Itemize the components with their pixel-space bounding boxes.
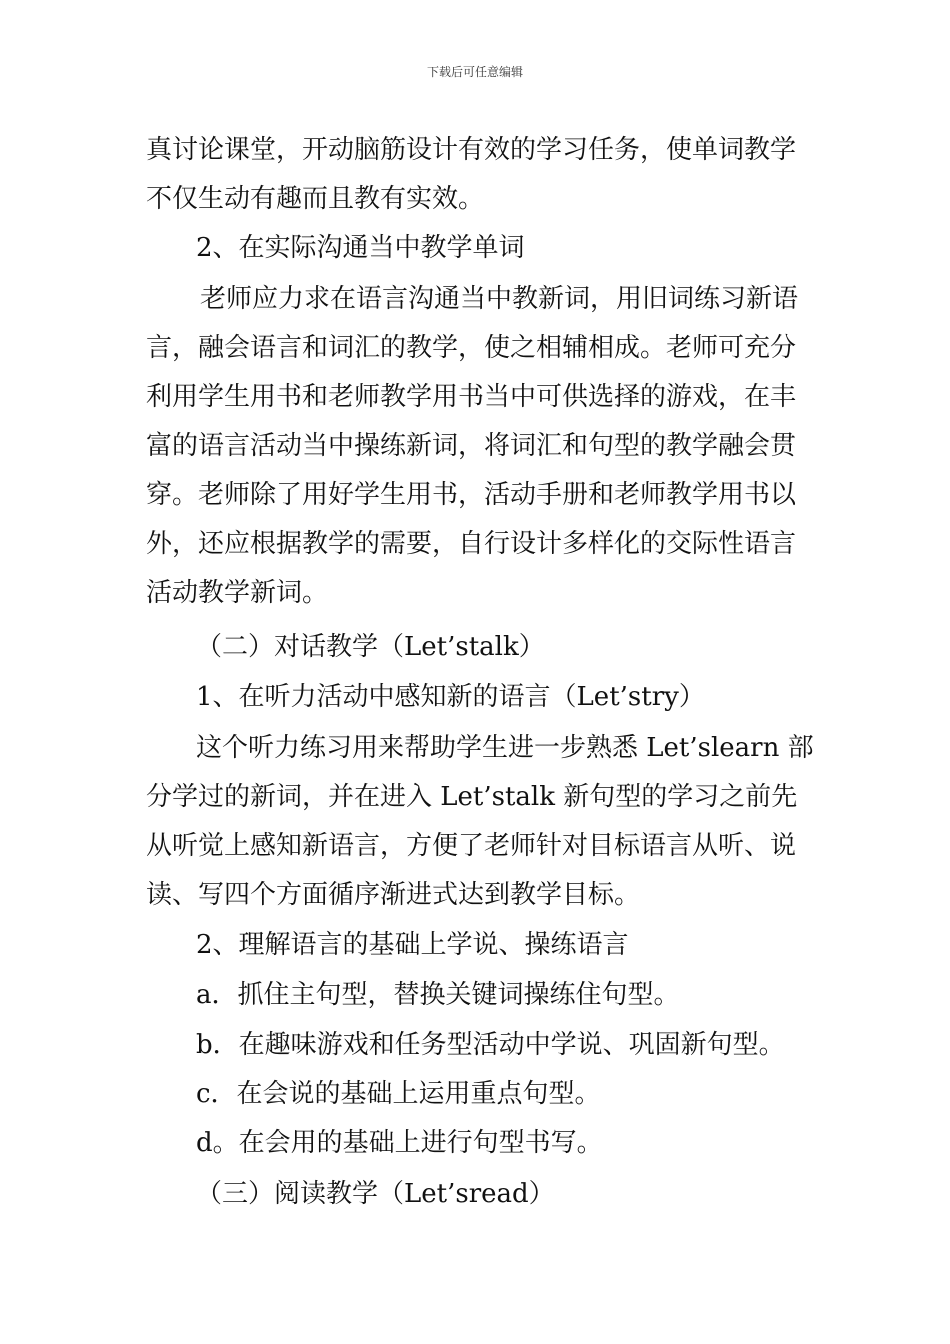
section-heading: 1、在听力活动中感知新的语言（Let’stry） (196, 682, 705, 712)
page-header: 下载后可任意编辑 (426, 65, 523, 79)
text-line: 分学过的新词，并在进入 Let’stalk 新句型的学习之前先 (146, 782, 798, 812)
section-heading: （三）阅读教学（Let’sread） (196, 1179, 555, 1209)
text-line: 这个听力练习用来帮助学生进一步熟悉 Let’slearn 部 (196, 733, 814, 763)
text-line: 活动教学新词。 (146, 578, 329, 608)
text-line: 老师应力求在语言沟通当中教新词，用旧词练习新语 (200, 284, 799, 314)
list-item: a．抓住主句型，替换关键词操练住句型。 (196, 980, 680, 1010)
section-heading: 2、在实际沟通当中教学单词 (196, 233, 525, 263)
text-line: 真讨论课堂，开动脑筋设计有效的学习任务，使单词教学 (146, 135, 797, 165)
list-item: d。在会用的基础上进行句型书写。 (196, 1128, 603, 1158)
section-heading: 2、理解语言的基础上学说、操练语言 (196, 930, 629, 960)
list-item: c．在会说的基础上运用重点句型。 (196, 1079, 601, 1109)
section-heading: （二）对话教学（Let’stalk） (196, 632, 545, 662)
text-line: 穿。老师除了用好学生用书，活动手册和老师教学用书以 (146, 480, 797, 510)
text-line: 富的语言活动当中操练新词，将词汇和句型的教学融会贯 (146, 431, 797, 461)
text-line: 读、写四个方面循序渐进式达到教学目标。 (146, 880, 641, 910)
text-line: 利用学生用书和老师教学用书当中可供选择的游戏，在丰 (146, 382, 797, 412)
list-item: b．在趣味游戏和任务型活动中学说、巩固新句型。 (196, 1030, 785, 1060)
text-line: 从听觉上感知新语言，方便了老师针对目标语言从听、说 (146, 831, 797, 861)
text-line: 外，还应根据教学的需要，自行设计多样化的交际性语言 (146, 529, 797, 559)
text-line: 言，融会语言和词汇的教学，使之相辅相成。老师可充分 (146, 333, 797, 363)
text-line: 不仅生动有趣而且教有实效。 (146, 184, 485, 214)
